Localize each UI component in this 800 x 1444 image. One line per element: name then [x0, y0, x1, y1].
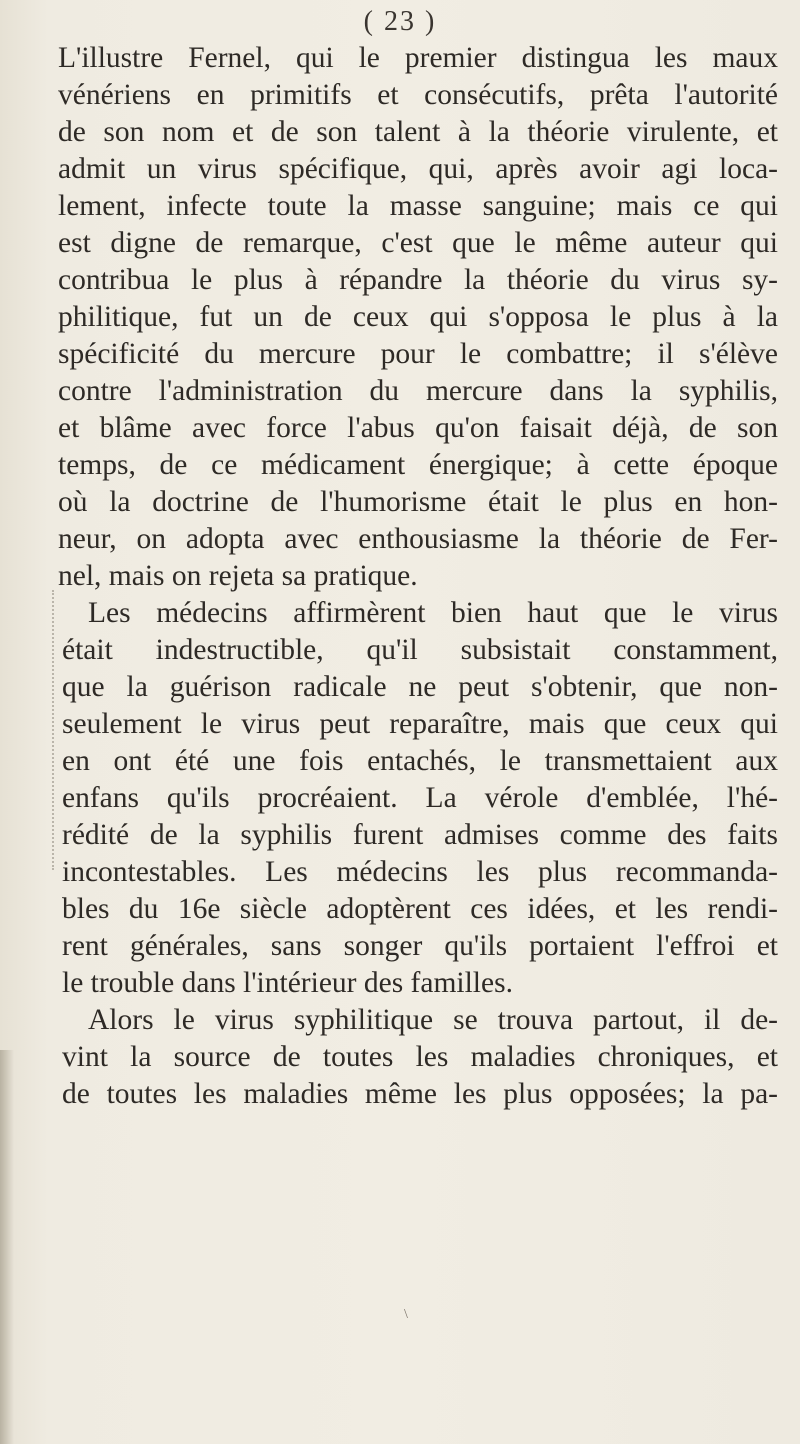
text-line: L'illustre Fernel, qui le premier distingua les maux — [58, 42, 778, 74]
text-line: que la guérison radicale ne peut s'obtenir, que non- — [62, 671, 778, 703]
text-line: bles du 16e siècle adoptèrent ces idées, et les rendi- — [62, 893, 778, 925]
text-line: où la doctrine de l'humorisme était le plus en hon- — [58, 486, 778, 518]
text-line: et blâme avec force l'abus qu'on faisait déjà, de son — [58, 412, 778, 444]
binding-shadow — [0, 1050, 14, 1444]
text-line: rent générales, sans songer qu'ils portaient l'effroi et — [62, 930, 778, 962]
text-line: en ont été une fois entachés, le transmettaient aux — [62, 745, 778, 777]
text-line: incontestables. Les médecins les plus recommanda- — [62, 856, 778, 888]
page-number: ( 23 ) — [363, 6, 437, 37]
text-line: vénériens en primitifs et consécutifs, prêta l'autorité — [58, 79, 778, 111]
text-line: le trouble dans l'intérieur des familles. — [62, 967, 513, 999]
text-line: philitique, fut un de ceux qui s'opposa le plus à la — [58, 301, 778, 333]
text-line: enfans qu'ils procréaient. La vérole d'emblée, l'hé- — [62, 782, 778, 814]
text-line: temps, de ce médicament énergique; à cette époque — [58, 449, 778, 481]
text-line: contre l'administration du mercure dans la syphilis, — [58, 375, 778, 407]
text-line: admit un virus spécifique, qui, après avoir agi loca- — [58, 153, 778, 185]
text-line: de toutes les maladies même les plus opposées; la pa- — [62, 1078, 778, 1110]
text-line: Les médecins affirmèrent bien haut que le virus — [88, 597, 778, 629]
text-line: rédité de la syphilis furent admises comme des faits — [62, 819, 778, 851]
text-line: lement, infecte toute la masse sanguine; mais ce qui — [58, 190, 778, 222]
text-line: vint la source de toutes les maladies chroniques, et — [62, 1041, 778, 1073]
text-line: seulement le virus peut reparaître, mais que ceux qui — [62, 708, 778, 740]
text-line: spécificité du mercure pour le combattre; il s'élève — [58, 338, 778, 370]
text-line: nel, mais on rejeta sa pratique. — [58, 560, 418, 592]
text-line: de son nom et de son talent à la théorie virulente, et — [58, 116, 778, 148]
text-line: neur, on adopta avec enthousiasme la théorie de Fer- — [58, 523, 778, 555]
text-line: est digne de remarque, c'est que le même auteur qui — [58, 227, 778, 259]
text-line: Alors le virus syphilitique se trouva partout, il de- — [88, 1004, 778, 1036]
body-text — [58, 40, 778, 1113]
stray-ink-mark: \ — [404, 1307, 408, 1322]
text-line: était indestructible, qu'il subsistait constamment, — [62, 634, 778, 666]
text-line: contribua le plus à répandre la théorie du virus sy- — [58, 264, 778, 296]
